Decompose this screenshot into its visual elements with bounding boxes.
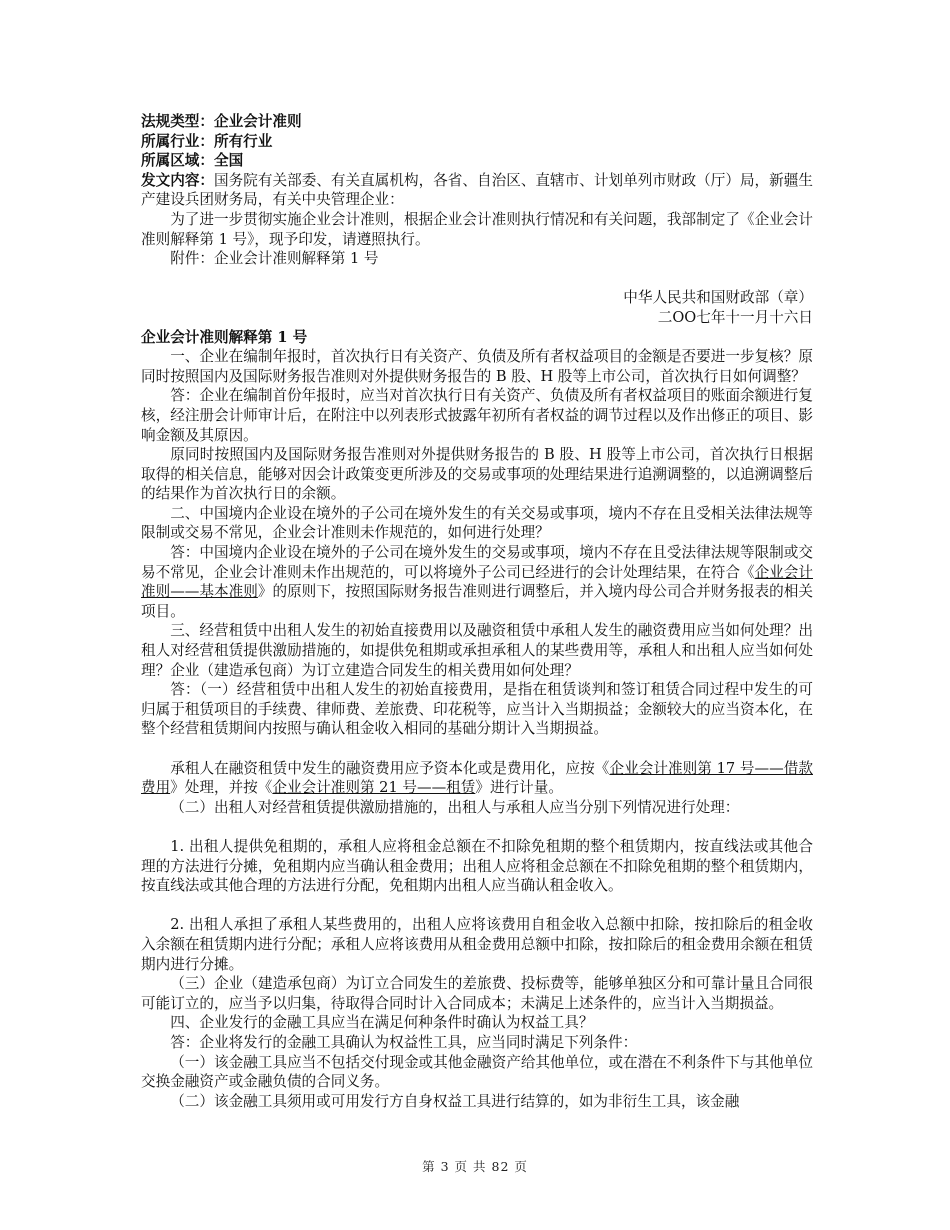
meta-issue <box>141 171 813 210</box>
meta-type <box>141 112 813 132</box>
question-3: 三、经营租赁中出租人发生的初始直接费用以及融资租赁中承租人发生的融资费用应当如何处理？出租人对经营租赁提供激励措施的，如提供免租期或承担承租人的某些费用等，承租人和出租人应当如何处理？企业（建造承包商）为订立建造合同发生的相关费用如何处理？ <box>141 622 813 679</box>
meta-industry-value: 所有行业 <box>213 132 273 150</box>
answer-4-condition-2: （二）该金融工具须用或可用发行方自身权益工具进行结算的，如为非衍生工具，该金融 <box>170 1092 740 1110</box>
meta-industry-label: 所属行业： <box>141 132 214 150</box>
footer-prefix: 第 <box>422 1159 436 1174</box>
answer-3-text-mid: 》处理，并按《 <box>170 779 273 797</box>
answer-4-condition-1: （一）该金融工具应当不包括交付现金或其他金融资产给其他单位，或在潜在不利条件下与其他单位交换金融资产或金融负债的合同义务。 <box>141 1053 813 1091</box>
notice-date: 二OO七年十一月十六日 <box>657 308 813 326</box>
answer-3-part-3: （三）企业（建造承包商）为订立合同发生的差旅费、投标费等，能够单独区分和可靠计量且合同很可能订立的，应当予以归集，待取得合同时计入合同成本；未满足上述条件的，应当计入当期损益。 <box>141 975 813 1012</box>
answer-3-part-2-item-2: 2. 出租人承担了承租人某些费用的，出租人应将该费用自租金收入总额中扣除，按扣除后的租金收入余额在租赁期内进行分配；承租人应将该费用从租金费用总额中扣除，按扣除后的租金费用余额在租赁期内进行分摊。 <box>141 916 813 973</box>
answer-3-part-2-item-1: 1. 出租人提供免租期的，承租人应将租金总额在不扣除免租期的整个租赁期内，按直线法或其他合理的方法进行分摊，免租期内应当确认租金费用；出租人应将租金总额在不扣除免租期的整个租赁期内，按直线法或其他合理的方法进行分配，免租期内出租人应当确认租金收入。 <box>141 837 813 895</box>
meta-type-label: 法规类型： <box>141 113 214 130</box>
meta-region-label: 所属区域： <box>141 152 214 170</box>
answer-2-text-post: 》的原则下，按照国际财务报告准则进行调整后，并入境内母公司合并财务报表的相关项目。 <box>141 583 813 620</box>
notice-attachment: 附件：企业会计准则解释第 1 号 <box>170 250 379 268</box>
answer-1: 答：企业在编制首份年报时，应当对首次执行日有关资产、负债及所有者权益项目的账面余额进行复核，经注册会计师审计后，在附注中以列表形式披露年初所有者权益的调节过程以及作出修正的项目、影响金额及其原因。 <box>141 387 813 444</box>
answer-2 <box>141 543 813 621</box>
notice-issuer: 中华人民共和国财政部（章） <box>623 289 813 307</box>
meta-issue-text: 国务院有关部委、有关直属机构，各省、自治区、直辖市、计划单列市财政（厅）局，新疆生产建设兵团财务局，有关中央管理企业： <box>141 171 813 209</box>
notice-paragraph: 为了进一步贯彻实施企业会计准则，根据企业会计准则执行情况和有关问题，我部制定了《企业会计准则解释第 1 号》，现予印发，请遵照执行。 <box>141 210 813 248</box>
answer-4: 答：企业将发行的金融工具确认为权益性工具，应当同时满足下列条件： <box>170 1033 638 1051</box>
meta-industry <box>141 132 813 152</box>
footer-suffix: 页 <box>514 1159 528 1174</box>
standard-21-link[interactable]: 企业会计准则第 21 号——租赁 <box>272 779 476 797</box>
answer-1-continued: 原同时按照国内及国际财务报告准则对外提供财务报告的 B 股、H 股等上市公司，首次执行日根据取得的相关信息，能够对因会计政策变更所涉及的交易或事项的处理结果进行追溯调整的，以追溯调整后的结果作为首次执行日的余额。 <box>141 446 813 503</box>
answer-3-text-pre: 承租人在融资租赁中发生的融资费用应予资本化或是费用化，应按《 <box>170 759 610 777</box>
footer-total-pages: 82 <box>491 1159 510 1174</box>
document-content <box>141 112 813 1111</box>
meta-region <box>141 151 813 171</box>
question-1: 一、企业在编制年报时，首次执行日有关资产、负债及所有者权益项目的金额是否要进一步复核？原同时按照国内及国际财务报告准则对外提供财务报告的 B 股、H 股等上市公司，首次执行日如何调整？ <box>141 348 813 385</box>
meta-issue-label: 发文内容： <box>141 171 215 189</box>
footer-page-number: 3 <box>440 1159 450 1174</box>
answer-3-part-2: （二）出租人对经营租赁提供激励措施的，出租人与承租人应当分别下列情况进行处理： <box>170 798 740 816</box>
answer-2-text-pre: 答：中国境内企业设在境外的子公司在境外发生的交易或事项，境内不存在且受法律法规等限制或交易不常见，企业会计准则未作出规范的，可以将境外子公司已经进行的会计处理结果，在符合《 <box>141 544 813 581</box>
question-4: 四、企业发行的金融工具应当在满足何种条件时确认为权益工具？ <box>170 1014 594 1032</box>
footer-middle: 页 共 <box>454 1159 487 1174</box>
answer-3-text-post: 》进行计量。 <box>475 779 563 797</box>
page-footer <box>0 1157 950 1175</box>
answer-3-financing-costs <box>141 759 813 798</box>
question-2: 二、中国境内企业设在境外的子公司在境外发生的有关交易或事项，境内不存在且受相关法律法规等限制或交易不常见，企业会计准则未作规范的，如何进行处理？ <box>141 504 813 542</box>
answer-3-part-1: 答：（一）经营租赁中出租人发生的初始直接费用，是指在租赁谈判和签订租赁合同过程中发生的可归属于租赁项目的手续费、律师费、差旅费、印花税等，应当计入当期损益；金额较大的应当资本化，在整个经营租赁期间内按照与确认租金收入相同的基础分期计入当期损益。 <box>141 681 813 738</box>
meta-region-value: 全国 <box>213 152 244 170</box>
meta-type-value: 企业会计准则 <box>213 113 302 130</box>
standard-17-link[interactable]: 企业会计准则第 17 号——借款费用 <box>141 759 813 797</box>
body-title: 企业会计准则解释第 1 号 <box>141 328 308 346</box>
basic-standard-link[interactable]: 企业会计准则——基本准则 <box>141 563 813 601</box>
